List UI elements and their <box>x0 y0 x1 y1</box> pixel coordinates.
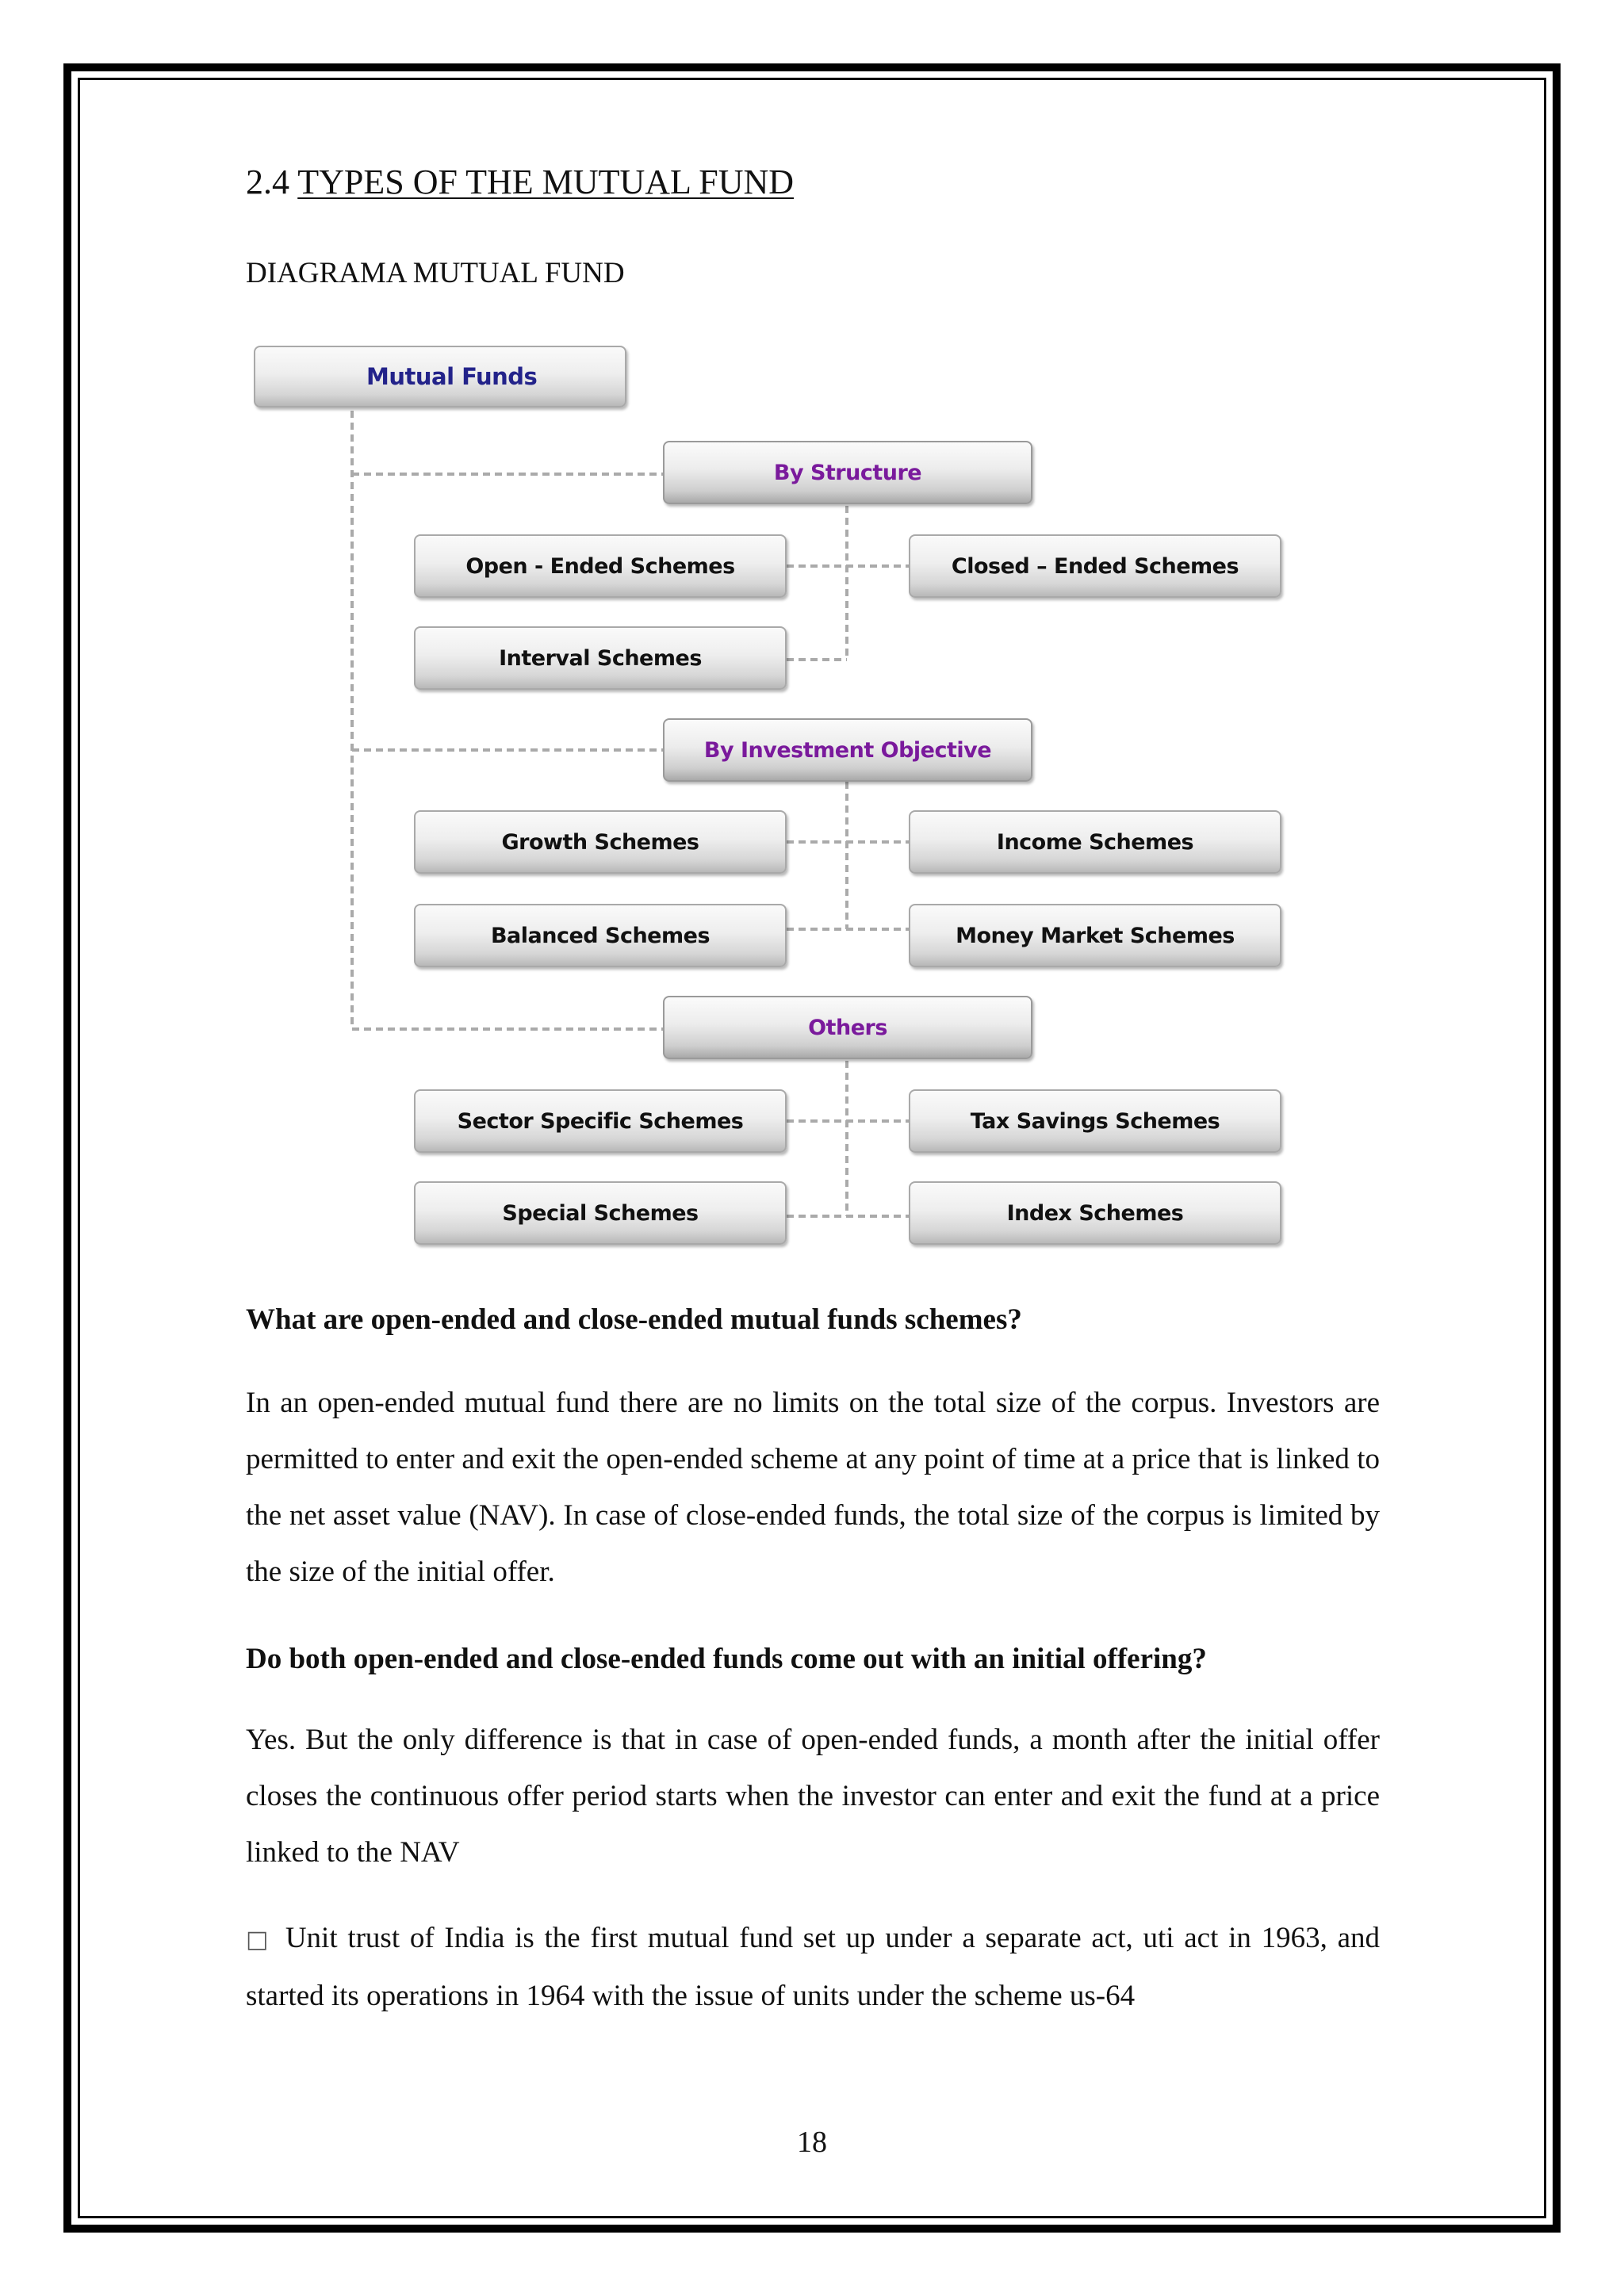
scheme-income: Income Schemes <box>909 810 1281 874</box>
answer-initial-offering: Yes. But the only difference is that in case of open-ended funds, a month after the initial offer closes the continuous offer period starts when the investor can enter and exit the fund at a price linked to the NAV <box>246 1724 1380 1869</box>
question-initial-offering: Do both open-ended and close-ended funds come out with an initial offering? <box>246 1643 1207 1675</box>
page-number: 18 <box>797 2126 827 2159</box>
question-open-close-ended: What are open-ended and close-ended mutual funds schemes? <box>246 1303 1022 1336</box>
scheme-money-market: Money Market Schemes <box>909 904 1281 967</box>
scheme-balanced: Balanced Schemes <box>414 904 787 967</box>
scheme-index: Index Schemes <box>909 1181 1281 1245</box>
checkbox-bullet-icon: □ <box>246 1926 271 1954</box>
section-heading <box>246 159 794 206</box>
section-number: 2.4 <box>246 163 289 201</box>
scheme-interval: Interval Schemes <box>414 626 787 690</box>
answer-open-close-ended: In an open-ended mutual fund there are no limits on the total size of the corpus. Investors are permitted to enter and exit the open-ended scheme at any point of time at a price that is linked to the net asset value (NAV). In case of close-ended funds, the total size of the corpus is limited by the size of the initial offer. <box>246 1387 1380 1588</box>
section-title: TYPES OF THE MUTUAL FUND <box>297 163 795 201</box>
category-others: Others <box>663 996 1032 1059</box>
scheme-growth: Growth Schemes <box>414 810 787 874</box>
diagram-root-mutual-funds: Mutual Funds <box>254 346 626 408</box>
scheme-special: Special Schemes <box>414 1181 787 1245</box>
category-by-structure: By Structure <box>663 441 1032 504</box>
bullet-uti-text: Unit trust of India is the first mutual fund set up under a separate act, uti act in 1963, and started its operations in 1964 with the issue of units under the scheme us-64 <box>246 1922 1380 2012</box>
scheme-open-ended: Open - Ended Schemes <box>414 534 787 598</box>
scheme-tax-savings: Tax Savings Schemes <box>909 1089 1281 1153</box>
category-by-investment-objective: By Investment Objective <box>663 718 1032 782</box>
scheme-closed-ended: Closed – Ended Schemes <box>909 534 1281 598</box>
bullet-uti-paragraph <box>246 1910 1380 2024</box>
scheme-sector-specific: Sector Specific Schemes <box>414 1089 787 1153</box>
diagram-caption: DIAGRAMA MUTUAL FUND <box>246 257 625 289</box>
